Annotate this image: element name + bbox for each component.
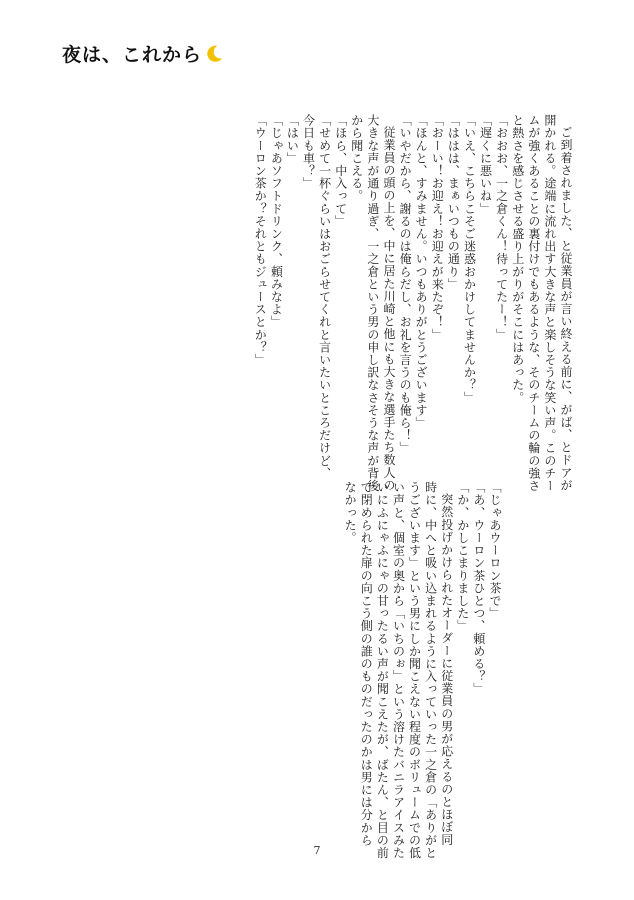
- text-line: 「じゃあウーロン茶で」: [488, 481, 502, 620]
- text-line: 突然投げかけられたオーダーに従業員の男が応えるのとほぼ同: [439, 493, 454, 846]
- text-line: 「じゃあソフトドリンク、頼みなよ」: [269, 114, 284, 329]
- text-line: なかった。: [343, 481, 358, 544]
- text-line: 大きな声が通り過ぎ、一之倉という男の申し訳なさそうな声が背後: [365, 114, 380, 492]
- text-line: 「おーい！お迎え！お迎えが来たぞ！」: [430, 114, 445, 341]
- text-line: で閉められた扉の向こう側の誰のものだったのかは男には分から: [359, 481, 374, 847]
- text-line: 「いえ、こちらこそご迷惑おかけしてませんか？」: [462, 114, 477, 404]
- text-line: い声と、個室の奥から「いちのぉ」という溶けたバニラアイスみた: [391, 481, 406, 859]
- text-line: 「はい」: [285, 114, 300, 165]
- text-line: 「ははは、まぁいつもの通り」: [446, 114, 461, 291]
- text-line: ムが強くあることの裏付けでもあるような、そのチームの輪の強さ: [526, 114, 541, 492]
- text-line: 従業員の頭の上を、中に居た川崎と他にも大きな選手たち数人の: [381, 126, 396, 492]
- page-number: 7: [313, 844, 321, 857]
- text-line: と熱さを感じさせる盛り上がりがそこにはあった。: [510, 114, 525, 404]
- text-line: 時に、中へと吸い込まれるように入っていった一之倉の「ありがと: [423, 481, 438, 859]
- body-text-lower: [342, 481, 503, 859]
- text-line: 「おおお、一之倉くん！待ってたー！」: [494, 114, 509, 341]
- text-line: 「ほんと、すみません。いつもありがとうございます」: [414, 114, 429, 429]
- text-line: うございます」という男にしか聞こえない程度のボリュームでの低: [407, 481, 422, 859]
- page-title: 夜は、これから: [62, 44, 203, 66]
- body-text-upper: [252, 114, 574, 498]
- text-line: ご到着されました、と従業員が言い終える前に、がば、とドアが: [559, 126, 573, 492]
- text-line: から聞こえる。: [349, 114, 364, 203]
- text-line: 「ウーロン茶か？それともジュースとか？」: [253, 114, 268, 366]
- text-line: 「遅くに悪いね」: [478, 114, 493, 215]
- text-line: 「いやだから、謝るのは俺らだし、お礼を言うのも俺ら！」: [398, 114, 413, 455]
- text-line: 開かれる。途端に流れ出す大きな声と楽しそうな笑い声。このチー: [542, 114, 557, 492]
- text-line: いにふにゃふにゃの甘ったるい声が聞こえたが、ばたん、と目の前: [375, 481, 390, 859]
- text-line: 今日も車？」: [301, 114, 316, 190]
- text-line: 「せめて一杯ぐらいはおごらせてくれと言いたいところだけど、: [317, 114, 332, 480]
- text-line: 「あ、ウーロン茶ひとつ、頼める？」: [471, 481, 486, 696]
- page-header: [62, 40, 224, 67]
- text-line: 「ほら、中入って」: [333, 114, 348, 228]
- crescent-moon-icon: [205, 44, 224, 63]
- text-line: 「か、かしこまりました」: [455, 481, 470, 633]
